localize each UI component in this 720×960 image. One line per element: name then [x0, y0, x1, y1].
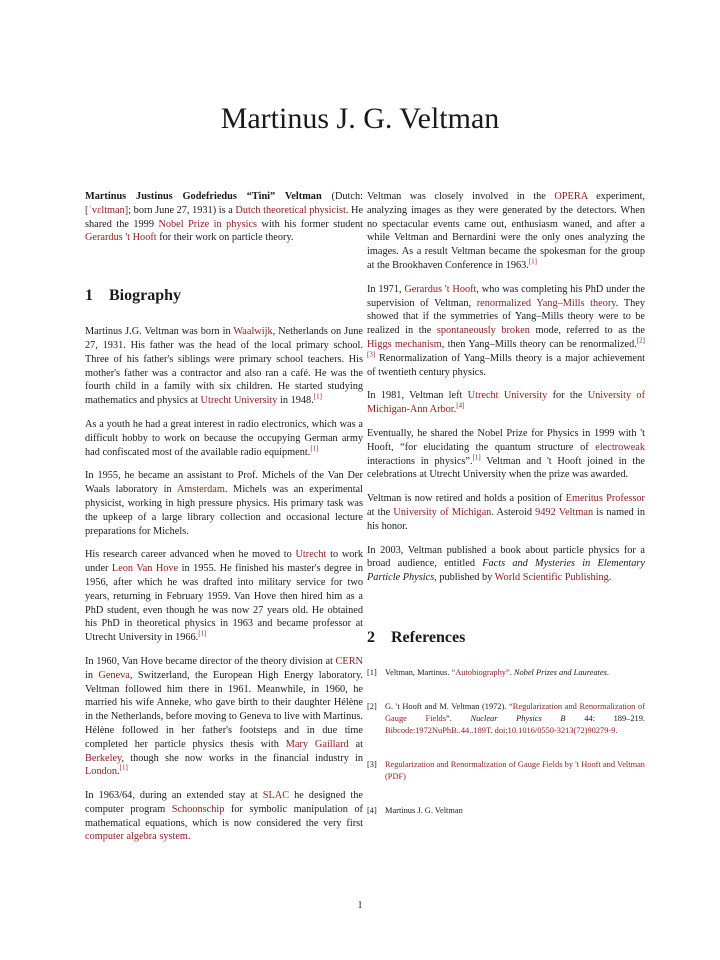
reference-item [367, 805, 645, 817]
nobel-prize-link[interactable]: Nobel Prize in physics [158, 218, 258, 230]
right-column [367, 190, 645, 839]
paragraph [85, 789, 363, 844]
text: in 1955. He finished his master's degree in 1956, after which he was drafted into military service for two years, returning in February 1959. Van Hove then hired him as a PhD student, even though he was now 27 years old. He obtained his PhD in theoretical physics in 1963 and became professor at Utrecht University in 1966. [85, 563, 363, 644]
text: . Michels was an experimental physicist, working in high pressure physics. His primary task was the upkeep of a large library collection and occasional lecture preparations for Michels. [85, 484, 363, 537]
text: in [85, 669, 99, 681]
waalwijk-link[interactable]: Waalwijk [233, 326, 273, 338]
geneva-link[interactable]: Geneva [98, 669, 130, 681]
text: . [187, 831, 191, 843]
section-title: References [391, 628, 466, 646]
paragraph [367, 283, 645, 380]
publication-title: Nobel Prizes and Laureates [513, 667, 607, 677]
university-of-michigan-link[interactable]: University of Michigan [393, 506, 492, 518]
berkeley-link[interactable]: Berkeley [85, 752, 122, 764]
cern-link[interactable]: CERN [335, 655, 363, 667]
reference-item [367, 701, 645, 737]
text: 44: 189–219. [565, 713, 646, 723]
pdf-link[interactable]: Regularization and Renormalization of Gauge Fields by 't Hooft and Veltman (PDF) [385, 759, 645, 781]
text: for the [547, 390, 588, 402]
citation-link[interactable]: [1] [313, 392, 322, 401]
text: Martinus J.G. Veltman was born in [85, 326, 234, 338]
text: Veltman is now retired and holds a position of [367, 493, 566, 505]
citation-link[interactable]: [4] [456, 401, 465, 410]
reference-number: [1] [367, 667, 377, 677]
text: Veltman was closely involved in the [367, 191, 555, 202]
text: at the [367, 506, 394, 518]
text: Eventually, he shared the Nobel Prize for Physics in 1999 with 't Hooft, “for elucidating the quantum structure of [367, 427, 645, 453]
text: ”. [446, 713, 471, 723]
thooft-link[interactable]: Gerardus 't Hooft [85, 232, 157, 244]
text: for symbolic manipulation of mathematical equations, which is now considered the very first [85, 803, 363, 829]
section-title: Biography [109, 287, 182, 305]
text: His research career advanced when he moved to [85, 549, 296, 561]
section-number: 2 [367, 628, 375, 646]
text: . They showed that if the symmetries of Yang–Mills theory were to be realized in the [367, 297, 645, 337]
text: . [615, 725, 618, 735]
text: Veltman and 't Hooft joined in the celebrations at Utrecht University when the prize was awarded. [367, 455, 645, 481]
reference-body [385, 667, 645, 679]
reference-body [385, 805, 645, 817]
text: G. 't Hooft and M. Veltman (1972). “ [385, 701, 513, 711]
world-scientific-link[interactable]: World Scientific Publishing [494, 572, 609, 584]
lead-text: for their work on particle theory. [156, 232, 294, 244]
paragraph [85, 469, 363, 538]
text: . [608, 572, 612, 584]
citation-link[interactable]: [1] [119, 763, 128, 772]
text: , then Yang–Mills theory can be renormalized. [441, 338, 637, 350]
text: . [606, 667, 609, 677]
text: Veltman, Martinus. [385, 667, 452, 677]
reference-text: Martinus J. G. Veltman [385, 805, 463, 815]
mary-gaillard-link[interactable]: Mary Gaillard [285, 738, 349, 750]
lead-text: with his former student [257, 218, 363, 230]
reference-item [367, 667, 645, 679]
text: In 1963/64, during an extended stay at [85, 790, 263, 802]
text: In 1981, Veltman left [367, 390, 468, 402]
physicist-link[interactable]: Dutch theoretical physicist [235, 204, 346, 216]
subject-name: Martinus Justinus Godefriedus “Tini” Veltman [85, 191, 322, 202]
text: In 1960, Van Hove became director of the theory division at [85, 655, 336, 667]
book-title: Facts and Mysteries in Elementary Particle Physics [367, 558, 646, 584]
van-hove-link[interactable]: Leon Van Hove [111, 563, 179, 575]
lead-paragraph [85, 190, 363, 245]
text: . [490, 725, 495, 735]
asteroid-link[interactable]: 9492 Veltman [535, 506, 594, 518]
higgs-mechanism-link[interactable]: Higgs mechanism [367, 338, 442, 350]
paragraph [85, 655, 363, 779]
reference-number: [2] [367, 701, 377, 711]
paragraph [367, 190, 645, 273]
text: As a youth he had a great interest in radio electronics, which was a difficult hobby to work on because the occupying German army had confiscated most of the available radio equipment. [85, 418, 363, 458]
references-heading [367, 629, 645, 647]
text: is named in his honor. [367, 506, 645, 532]
paragraph [367, 544, 645, 585]
lead-text: ; born June 27, 1931) is a [128, 204, 236, 216]
text: . Asteroid [491, 506, 536, 518]
text: , who was completing his PhD under the supervision of Veltman, [367, 283, 645, 309]
text: mode, referred to as the [529, 325, 645, 337]
lead-text: (Dutch: [321, 191, 363, 202]
text: at [348, 738, 363, 750]
doi-link[interactable]: doi:10.1016/0550-3213(72)90279-9 [494, 725, 616, 735]
reference-body [385, 759, 645, 783]
text: in 1948. [277, 395, 314, 407]
paper-link[interactable]: Regularization and Renormalization of Gauge Fields [385, 701, 645, 723]
text: . [453, 404, 457, 416]
text: . [509, 667, 514, 677]
text: , though she now works in the financial industry in [121, 752, 363, 764]
text: In 2003, Veltman published a book about particle physics for a broad audience, entitled [367, 544, 645, 570]
text: In 1955, he became an assistant to Prof. Michels of the Van Der Waals laboratory in [85, 470, 363, 496]
reference-number: [4] [367, 805, 377, 815]
renormalized-ym-link[interactable]: renormalized Yang–Mills theory [476, 297, 616, 309]
reference-number: [3] [367, 759, 377, 769]
citation-link[interactable]: [1] [472, 453, 481, 462]
text: Renormalization of Yang–Mills theory is a major achievement of twentieth century physics. [367, 352, 645, 378]
page-title: Martinus J. G. Veltman [220, 102, 500, 135]
citation-link[interactable]: [2][3] [367, 336, 646, 359]
left-column [85, 190, 363, 854]
utrecht-university-link[interactable]: Utrecht University [467, 390, 548, 402]
citation-link[interactable]: [1] [310, 444, 319, 453]
thooft-link[interactable]: Gerardus 't Hooft [404, 283, 477, 295]
paragraph [367, 427, 645, 482]
text: , Netherlands on June 27, 1931. His father was the head of the local primary school. Three of his father's siblings were primary school teachers. His mother's father was a contractor and also ran a café. He was the fourth child in a family with six children. He started studying mathematics and physics at [85, 326, 363, 407]
amsterdam-link[interactable]: Amsterdam [176, 484, 225, 496]
biography-heading [85, 287, 363, 305]
schoonschip-link[interactable]: Schoonschip [171, 803, 225, 815]
electroweak-link[interactable]: electroweak [595, 441, 645, 453]
paragraph [367, 389, 645, 417]
page-number: 1 [357, 900, 363, 911]
ipa-link[interactable]: [ˈvɛltman] [85, 204, 129, 216]
computer-algebra-system-link[interactable]: computer algebra system [85, 831, 188, 843]
bibcode-link[interactable]: Bibcode:1972NuPhB..44..189T [385, 725, 491, 735]
paragraph [85, 418, 363, 459]
reference-body [385, 701, 645, 737]
paragraph [367, 492, 645, 533]
text: , published by [434, 572, 495, 584]
autobiography-link[interactable]: “Autobiography” [451, 667, 510, 677]
opera-link[interactable]: OPERA [554, 191, 588, 202]
slac-link[interactable]: SLAC [262, 790, 290, 802]
paragraph [85, 325, 363, 408]
paragraph [85, 548, 363, 645]
text: to work under [85, 549, 363, 575]
text: In 1971, [367, 283, 405, 295]
emeritus-professor-link[interactable]: Emeritus Professor [565, 493, 645, 505]
reference-item [367, 759, 645, 783]
journal-title: Nuclear Physics B [470, 713, 566, 723]
spontaneously-broken-link[interactable]: spontaneously broken [436, 325, 530, 337]
utrecht-link[interactable]: Utrecht [295, 549, 327, 561]
utrecht-university-link[interactable]: Utrecht University [200, 395, 278, 407]
text: he designed the computer program [85, 790, 363, 815]
citation-link[interactable]: [1] [198, 629, 207, 638]
london-link[interactable]: London [85, 766, 118, 778]
text: , Switzerland, the European High Energy laboratory. Veltman followed him there in 1961. Meanwhile, in 1960, he married his wife Anneke, who gave birth to their daughter Hélène in the Netherlands, before moving to Geneva to live with Martinus. Hélène followed in her father's footsteps and in due time completed her particle physics thesis with [85, 669, 363, 750]
lead-text: . He shared the 1999 [85, 204, 364, 230]
citation-link[interactable]: [1] [528, 257, 538, 266]
text: experiment, analyzing images as they were generated by the detectors. When no spectacular events came out, enthusiasm waned, and after a while Veltman and Bernardini were the only ones analyzing the images. As a result Veltman became the spokesman for the group at the Brookhaven Conference in 1963. [367, 191, 646, 271]
text: interactions in physics”. [367, 455, 473, 467]
michigan-ann-arbor-link[interactable]: University of Michigan-Ann Arbor [367, 390, 646, 416]
section-number: 1 [85, 287, 93, 305]
text: . [117, 766, 120, 778]
